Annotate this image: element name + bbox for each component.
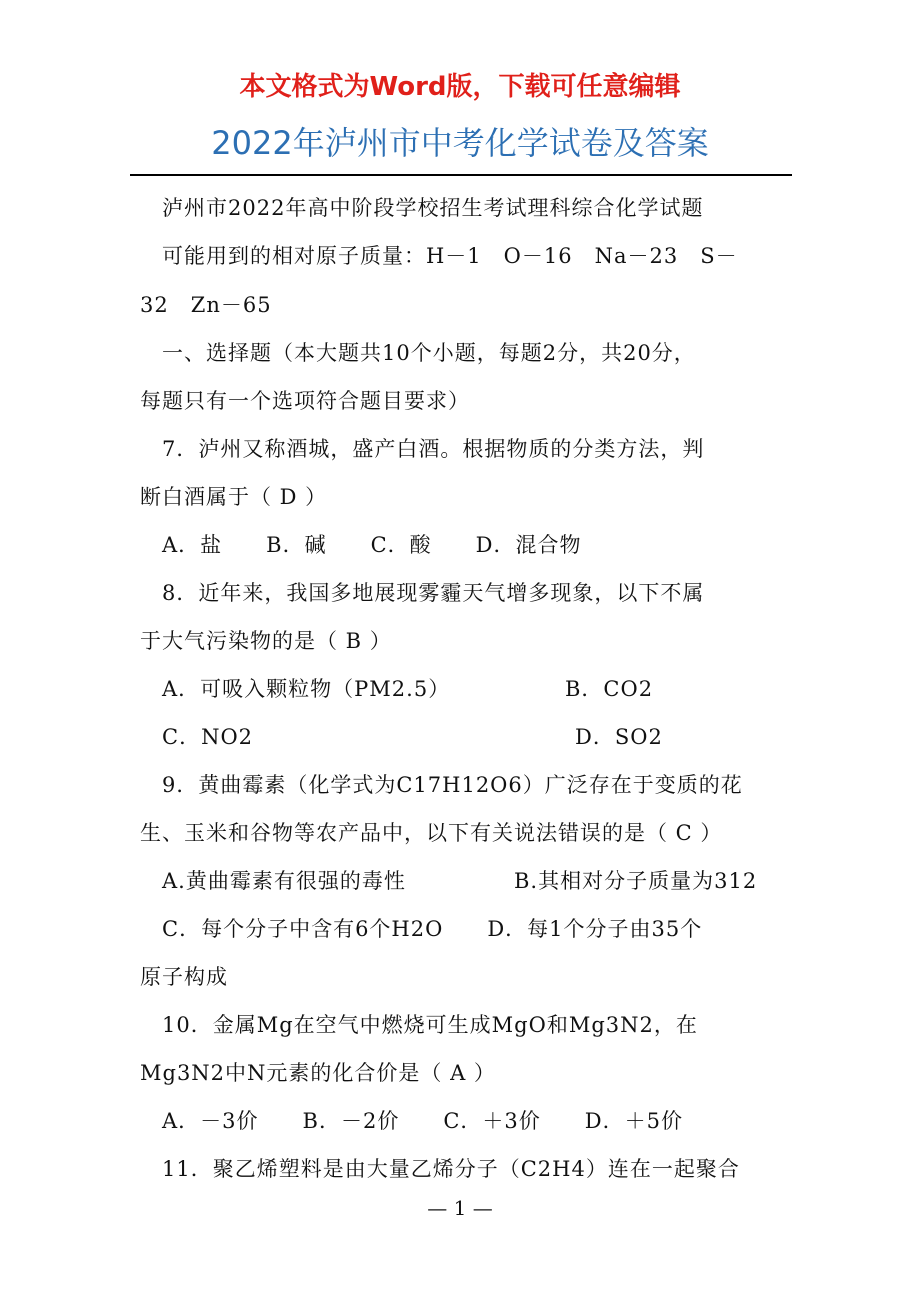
question-10-options: A．－3价 B．－2价 C．＋3价 D．＋5价 <box>162 1109 683 1133</box>
question-11: 11．聚乙烯塑料是由大量乙烯分子（C2H4）连在一起聚合 <box>162 1157 740 1181</box>
page-title: 2022年泸州市中考化学试卷及答案 <box>211 124 709 162</box>
question-7-options: A．盐 B．碱 C．酸 D．混合物 <box>162 533 582 557</box>
question-9-option-a: A.黄曲霉素有很强的毒性 <box>162 869 406 893</box>
section-heading: 一、选择题（本大题共10个小题，每题2分，共20分， <box>162 341 696 365</box>
title-divider <box>130 174 792 176</box>
atomic-mass-line: 可能用到的相对原子质量：H－1 O－16 Na－23 S－ <box>162 244 738 268</box>
atomic-mass-line-cont: 32 Zn－65 <box>140 293 272 317</box>
exam-heading: 泸州市2022年高中阶段学校招生考试理科综合化学试题 <box>162 196 704 220</box>
question-9-option-b: B.其相对分子质量为312 <box>514 869 758 893</box>
question-8-option-d: D．SO2 <box>575 725 663 749</box>
question-10: 10．金属Mg在空气中燃烧可生成MgO和Mg3N2，在 <box>162 1013 698 1037</box>
question-10-cont: Mg3N2中N元素的化合价是（ A ） <box>140 1061 496 1085</box>
question-8-cont: 于大气污染物的是（ B ） <box>140 629 392 653</box>
question-8-option-a: A．可吸入颗粒物（PM2.5） <box>162 677 451 701</box>
question-9-options-cd: C．每个分子中含有6个H2O D．每1个分子由35个 <box>162 917 703 941</box>
question-9-options-cont: 原子构成 <box>140 965 228 989</box>
question-9-cont: 生、玉米和谷物等农产品中，以下有关说法错误的是（ C ） <box>140 821 723 845</box>
question-7: 7．泸州又称酒城，盛产白酒。根据物质的分类方法，判 <box>162 437 705 461</box>
question-7-cont: 断白酒属于（ D ） <box>140 485 328 509</box>
question-8-option-c: C．NO2 <box>162 725 254 749</box>
page-number: — 1 — <box>427 1196 493 1220</box>
question-8: 8．近年来，我国多地展现雾霾天气增多现象，以下不属 <box>162 581 705 605</box>
section-heading-cont: 每题只有一个选项符合题目要求） <box>140 389 470 413</box>
format-banner: 本文格式为Word版，下载可任意编辑 <box>239 72 681 102</box>
question-8-option-b: B．CO2 <box>565 677 654 701</box>
question-9: 9．黄曲霉素（化学式为C17H12O6）广泛存在于变质的花 <box>162 773 743 797</box>
